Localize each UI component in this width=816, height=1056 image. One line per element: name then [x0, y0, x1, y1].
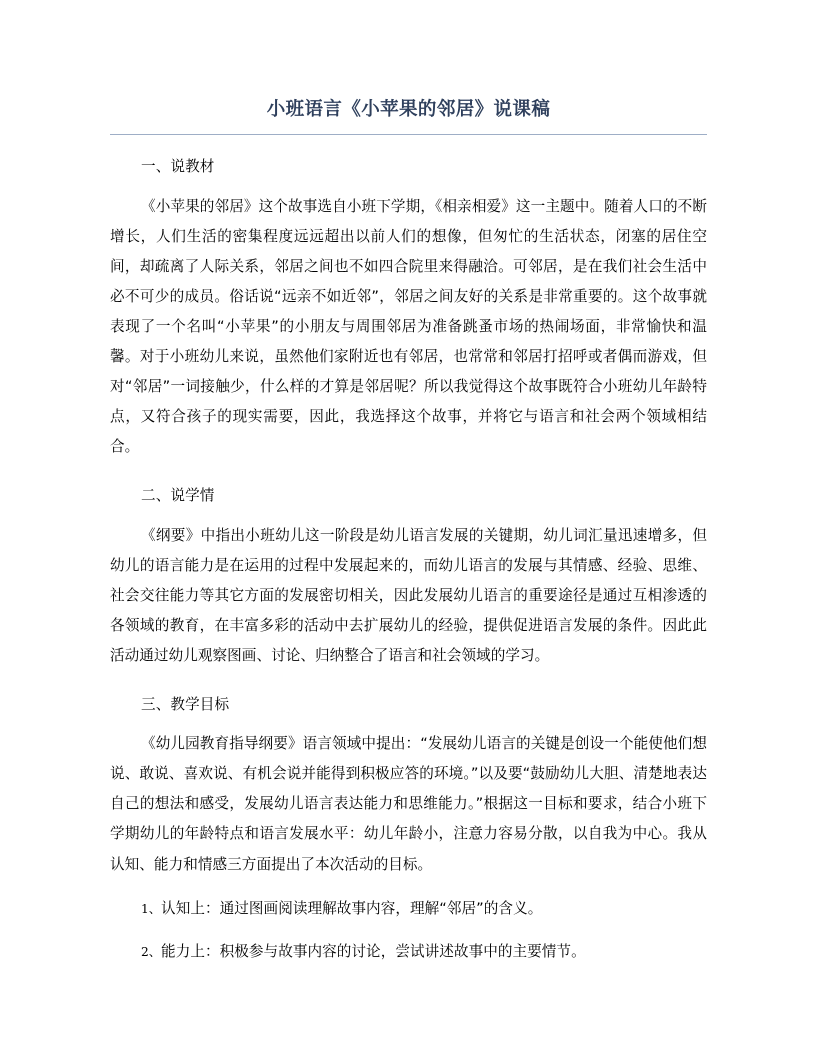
list-item: [110, 923, 707, 966]
section-heading-1: 一、说教材: [141, 158, 215, 176]
list-item-number: 1、: [141, 901, 162, 916]
list-item-number: 2、: [141, 944, 162, 959]
list-item: [110, 880, 707, 923]
section-heading-3: 三、教学目标: [141, 695, 230, 713]
section-3-paragraph-1: 《幼儿园教育指导纲要》语言领域中提出：“发展幼儿语言的关键是创设一个能使他们想说、敢说、喜欢说、有机会说并能得到积极应答的环境。”以及要“鼓励幼儿大胆、清楚地表达自己的想法和感受，发展幼儿语言表达能力和思维能力。”根据这一目标和要求，结合小班下学期幼儿的年龄特点和语言发展水平：幼儿年龄小，注意力容易分散，以自我为中心。我从认知、能力和情感三方面提出了本次活动的目标。: [110, 735, 707, 873]
section-2-paragraph-1: 《纲要》中指出小班幼儿这一阶段是幼儿语言发展的关键期，幼儿词汇量迅速增多，但幼儿的语言能力是在运用的过程中发展起来的，而幼儿语言的发展与其情感、经验、思维、社会交往能力等其它方面的发展密切相关，因此发展幼儿语言的重要途径是通过互相渗透的各领域的教育，在丰富多彩的活动中去扩展幼儿的经验，提供促进语言发展的条件。因此此活动通过幼儿观察图画、讨论、归纳整合了语言和社会领域的学习。: [110, 526, 707, 664]
section-heading-2: 二、说学情: [141, 487, 215, 505]
document-content: [110, 0, 707, 966]
page-title: 小班语言《小苹果的邻居》说课稿: [266, 99, 551, 120]
list-item-text: 能力上：积极参与故事内容的讨论，尝试讲述故事中的主要情节。: [161, 942, 586, 960]
section-1-paragraph-1: 《小苹果的邻居》这个故事选自小班下学期，《相亲相爱》这一主题中。随着人口的不断增长，人们生活的密集程度远远超出以前人们的想像，但匆忙的生活状态，闭塞的居住空间，却疏离了人际关系，邻居之间也不如四合院里来得融洽。可邻居，是在我们社会生活中必不可少的成员。俗话说“远亲不如近邻”，邻居之间友好的关系是非常重要的。这个故事就表现了一个名叫“小苹果”的小朋友与周围邻居为准备跳蚤市场的热闹场面，非常愉快和温馨。对于小班幼儿来说，虽然他们家附近也有邻居，也常常和邻居打招呼或者偶而游戏，但对“邻居”一词接触少，什么样的才算是邻居呢？所以我觉得这个故事既符合小班幼儿年龄特点，又符合孩子的现实需要，因此，我选择这个故事，并将它与语言和社会两个领域相结合。: [110, 197, 707, 455]
list-item-text: 认知上：通过图画阅读理解故事内容，理解“邻居”的含义。: [161, 899, 543, 917]
